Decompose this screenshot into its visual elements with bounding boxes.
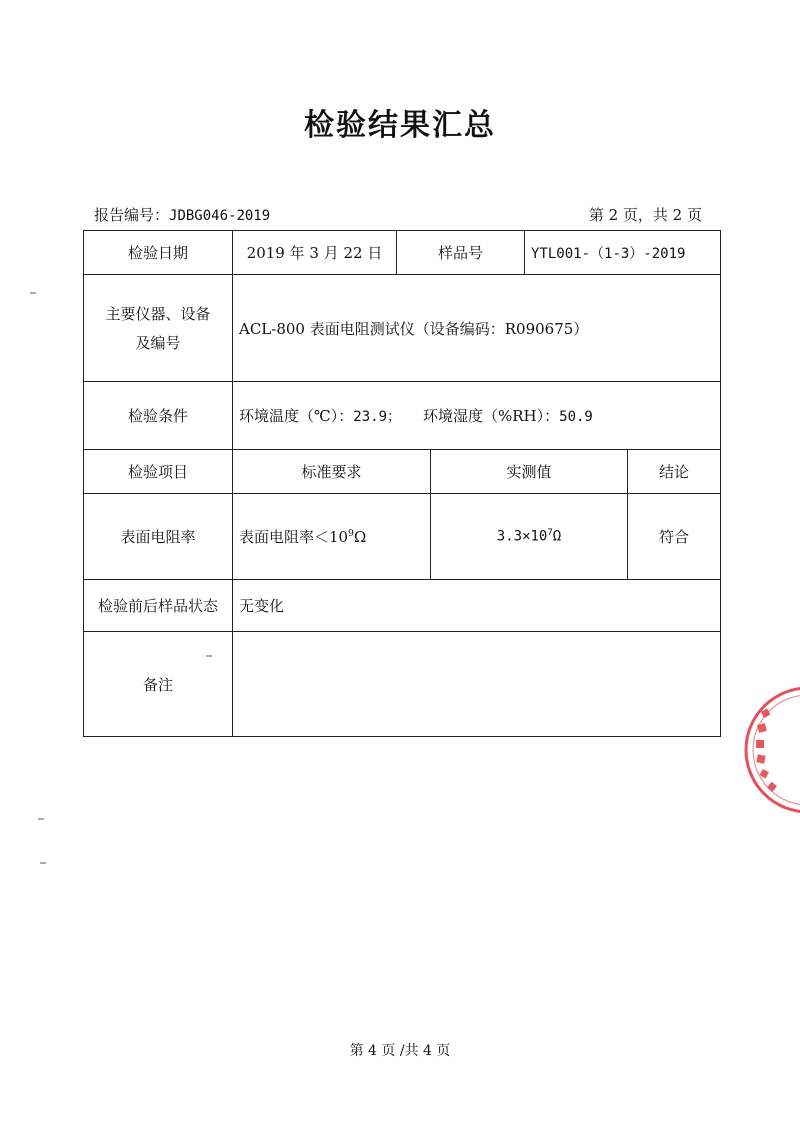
date-value: 2019 年 3 月 22 日: [233, 231, 397, 275]
conditions-value: 环境温度（℃）：23.9； 环境湿度（%RH）：50.9: [233, 382, 721, 450]
conditions-label: 检验条件: [84, 382, 233, 450]
header-measured: 实测值: [431, 450, 628, 494]
table-row: [84, 231, 721, 275]
header-standard: 标准要求: [233, 450, 431, 494]
remarks-value: [233, 632, 721, 737]
standard-requirement: [233, 494, 431, 580]
report-number: [94, 204, 270, 225]
date-label: 检验日期: [84, 231, 233, 275]
scan-speck: [206, 655, 212, 657]
equipment-label-line2: 及编号: [135, 334, 181, 352]
equipment-label-line1: 主要仪器、设备: [105, 305, 211, 323]
equipment-label: [84, 275, 233, 382]
item-name: 表面电阻率: [84, 494, 233, 580]
standard-text: 表面电阻率＜10: [239, 528, 349, 546]
conclusion-value: 符合: [628, 494, 721, 580]
standard-unit: Ω: [353, 528, 367, 546]
measured-unit: Ω: [552, 528, 562, 545]
table-row: [84, 494, 721, 580]
table-row: [84, 632, 721, 737]
humidity-label: 环境湿度（%RH）：: [423, 407, 560, 425]
table-row: [84, 382, 721, 450]
state-value: 无变化: [233, 580, 721, 632]
scan-speck: [38, 818, 44, 820]
official-seal-icon: [738, 680, 800, 820]
report-number-value: JDBG046-2019: [169, 208, 271, 224]
table-row: [84, 580, 721, 632]
temperature-value: 23.9: [353, 409, 387, 425]
sample-label: 样品号: [397, 231, 525, 275]
measured-base: 3.3×10: [496, 528, 548, 545]
page-indicator: 第 2 页，共 2 页: [588, 206, 702, 224]
humidity-value: 50.9: [559, 409, 593, 425]
equipment-value: ACL-800 表面电阻测试仪（设备编码：R090675）: [233, 275, 721, 382]
table-row: [84, 450, 721, 494]
temperature-label: 环境温度（℃）：: [239, 407, 354, 425]
sample-value: YTL001-（1-3）-2019: [525, 231, 721, 275]
scan-speck: [30, 292, 36, 294]
state-label: 检验前后样品状态: [84, 580, 233, 632]
scan-speck: [40, 862, 46, 864]
report-number-label: 报告编号：: [94, 206, 170, 224]
remarks-label: 备注: [84, 632, 233, 737]
header-conclusion: 结论: [628, 450, 721, 494]
standard-exponent: 9: [348, 529, 354, 539]
table-row: [84, 275, 721, 382]
header-item: 检验项目: [84, 450, 233, 494]
page-footer: 第 4 页 /共 4 页: [349, 1043, 451, 1059]
document-title: 检验结果汇总: [304, 108, 496, 143]
measured-value: [431, 494, 628, 580]
measured-exponent: 7: [547, 528, 553, 539]
results-table: [83, 230, 721, 737]
